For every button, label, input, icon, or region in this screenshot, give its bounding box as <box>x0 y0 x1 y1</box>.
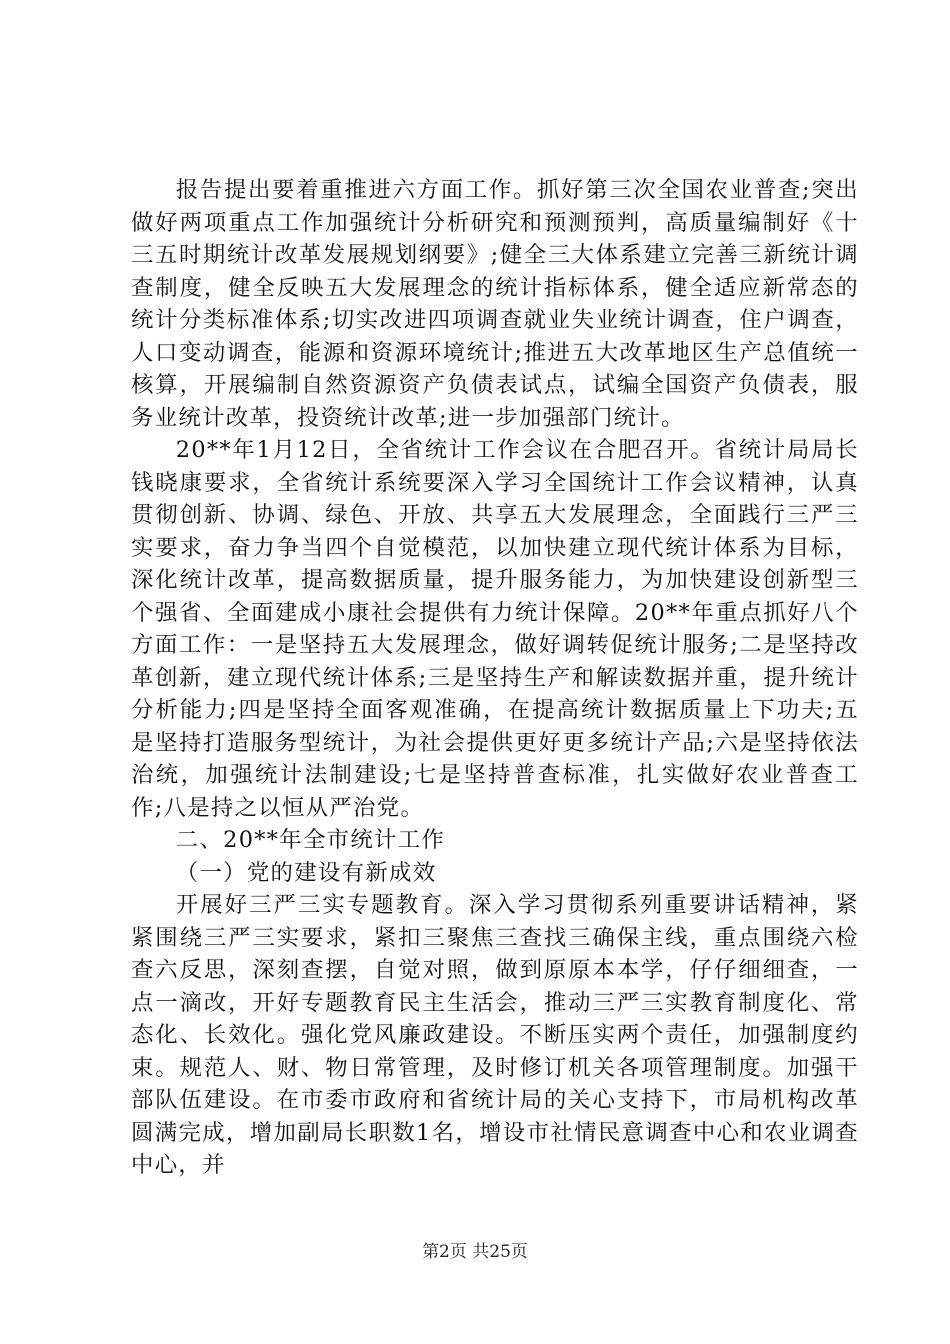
paragraph-provincial-meeting: 20**年1月12日，全省统计工作会议在合肥召开。省统计局局长钱晓康要求，全省统计系统要深入学习全国统计工作会议精神，认真贯彻创新、协调、绿色、开放、共享五大发展理念，全面践行三严三实要求，奋力争当四个自觉模范，以加快建立现代统计体系为目标，深化统计改革，提高数据质量，提升服务能力，为加快建设创新型三个强省、全面建成小康社会提供有力统计保障。20**年重点抓好八个方面工作：一是坚持五大发展理念，做好调转促统计服务;二是坚持改革创新，建立现代统计体系;三是坚持生产和解读数据并重，提升统计分析能力;四是坚持全面客观准确，在提高统计数据质量上下功夫;五是坚持打造服务型统计，为社会提供更好更多统计产品;六是坚持依法治统，加强统计法制建设;七是坚持普查标准，扎实做好农业普查工作;八是持之以恒从严治党。 <box>131 437 859 821</box>
subsection-heading: （一）党的建设有新成效 <box>175 859 437 886</box>
document-body <box>131 174 859 1182</box>
section-heading: 二、20**年全市统计工作 <box>175 827 446 853</box>
paragraph-work-priorities: 报告提出要着重推进六方面工作。抓好第三次全国农业普查;突出做好两项重点工作加强统计分析研究和预测预判，高质量编制好《十三五时期统计改革发展规划纲要》;健全三大体系建立完善三新统计调查制度，健全反映五大发展理念的统计指标体系，健全适应新常态的统计分类标准体系;切实改进四项调查就业失业统计调查，住户调查，人口变动调查，能源和资源环境统计;推进五大改革地区生产总值统一核算，开展编制自然资源资产负债表试点，试编全国资产负债表，服务业统计改革，投资统计改革;进一步加强部门统计。 <box>131 177 859 431</box>
paragraph-party-building: 开展好三严三实专题教育。深入学习贯彻系列重要讲话精神，紧紧围绕三严三实要求，紧扣三聚焦三查找三确保主线，重点围绕六检查六反思，深刻查摆，自觉对照，做到原原本本学，仔仔细细查，一点一滴改，开好专题教育民主生活会，推动三严三实教育制度化、常态化、长效化。强化党风廉政建设。不断压实两个责任，加强制度约束。规范人、财、物日常管理，及时修订机关各项管理制度。加强干部队伍建设。在市委市政府和省统计局的关心支持下，市局机构改革圆满完成，增加副局长职数1名，增设市社情民意调查中心和农业调查中心，并 <box>131 892 859 1178</box>
page-number-footer: 第2页 共25页 <box>422 1242 528 1262</box>
